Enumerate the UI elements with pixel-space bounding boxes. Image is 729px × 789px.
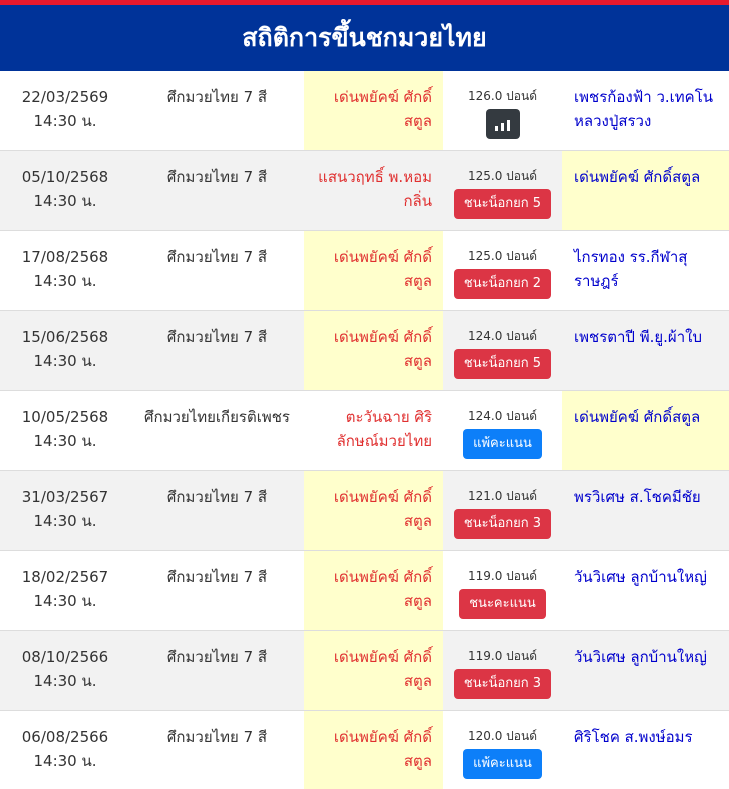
fight-date: 08/10/2566: [21, 648, 109, 666]
fight-time: 14:30 น.: [33, 192, 97, 210]
blue-corner-fighter[interactable]: วันวิเศษ ลูกบ้านใหญ่: [574, 568, 707, 586]
blue-corner-fighter[interactable]: เพชรก้องฟ้า ว.เทคโนหลวงปู่สรวง: [574, 88, 714, 130]
result-badge: ชนะน็อกยก 5: [454, 349, 551, 379]
weight-label: 125.0 ปอนด์: [468, 249, 537, 263]
fight-date: 06/08/2566: [21, 728, 109, 746]
fight-datetime: [0, 311, 130, 390]
fight-date: 05/10/2568: [21, 168, 109, 186]
event-name: ศึกมวยไทย 7 สี: [166, 168, 268, 186]
event-name: ศึกมวยไทย 7 สี: [166, 88, 268, 106]
fight-result-cell: [443, 551, 562, 630]
fight-date: 15/06/2568: [21, 328, 109, 346]
blue-corner-fighter[interactable]: วันวิเศษ ลูกบ้านใหญ่: [574, 648, 707, 666]
fight-time: 14:30 น.: [33, 752, 97, 770]
result-badge: ชนะคะแนน: [459, 589, 546, 619]
event-name: ศึกมวยไทย 7 สี: [166, 568, 268, 586]
fight-datetime: [0, 71, 130, 150]
red-corner-fighter[interactable]: เด่นพยัคฆ์ ศักดิ์สตูล: [304, 631, 443, 710]
fight-date: 10/05/2568: [21, 408, 109, 426]
fight-result-cell: [443, 231, 562, 310]
fight-result-cell: [443, 631, 562, 710]
fight-datetime: [0, 631, 130, 710]
weight-label: 119.0 ปอนด์: [468, 649, 537, 663]
fight-time: 14:30 น.: [33, 272, 97, 290]
red-corner-fighter[interactable]: เด่นพยัคฆ์ ศักดิ์สตูล: [304, 471, 443, 550]
fight-datetime: [0, 231, 130, 310]
fight-datetime: [0, 711, 130, 789]
weight-label: 124.0 ปอนด์: [468, 329, 537, 343]
event-name: ศึกมวยไทย 7 สี: [166, 328, 268, 346]
red-corner-fighter[interactable]: เด่นพยัคฆ์ ศักดิ์สตูล: [304, 711, 443, 789]
event-name: ศึกมวยไทย 7 สี: [166, 248, 268, 266]
blue-corner-fighter[interactable]: เด่นพยัคฆ์ ศักดิ์สตูล: [562, 151, 729, 230]
weight-label: 120.0 ปอนด์: [468, 729, 537, 743]
result-badge: ชนะน็อกยก 2: [454, 269, 551, 299]
fight-time: 14:30 น.: [33, 592, 97, 610]
fight-date: 31/03/2567: [21, 488, 109, 506]
fight-datetime: [0, 551, 130, 630]
event-name: ศึกมวยไทย 7 สี: [166, 488, 268, 506]
weight-label: 126.0 ปอนด์: [468, 89, 537, 103]
result-badge: แพ้คะแนน: [463, 749, 542, 779]
fight-result-cell: [443, 391, 562, 470]
fight-row: [0, 391, 729, 471]
blue-corner-fighter[interactable]: เพชรตาปี พี.ยู.ผ้าใบ: [574, 328, 702, 346]
result-badge: ชนะน็อกยก 3: [454, 509, 551, 539]
fight-datetime: [0, 391, 130, 470]
page-title: สถิติการขึ้นชกมวยไทย: [242, 23, 487, 52]
weight-label: 124.0 ปอนด์: [468, 409, 537, 423]
fight-result-cell: [443, 71, 562, 150]
stats-chart-icon[interactable]: [486, 109, 520, 139]
result-badge: แพ้คะแนน: [463, 429, 542, 459]
fight-row: [0, 471, 729, 551]
result-badge: ชนะน็อกยก 3: [454, 669, 551, 699]
fight-row: [0, 711, 729, 789]
blue-corner-fighter[interactable]: ศิริโชค ส.พงษ์อมร: [574, 728, 693, 746]
event-name: ศึกมวยไทย 7 สี: [166, 728, 268, 746]
fight-date: 18/02/2567: [21, 568, 109, 586]
fight-time: 14:30 น.: [33, 672, 97, 690]
fight-result-cell: [443, 311, 562, 390]
fight-date: 17/08/2568: [21, 248, 109, 266]
fight-result-cell: [443, 471, 562, 550]
fight-time: 14:30 น.: [33, 432, 97, 450]
fight-record-table: [0, 71, 729, 789]
fight-row: [0, 151, 729, 231]
result-badge: ชนะน็อกยก 5: [454, 189, 551, 219]
red-corner-fighter[interactable]: เด่นพยัคฆ์ ศักดิ์สตูล: [304, 231, 443, 310]
fight-row: [0, 631, 729, 711]
fight-datetime: [0, 151, 130, 230]
red-corner-fighter[interactable]: แสนวฤทธิ์ พ.หอมกลิ่น: [318, 168, 432, 210]
page-header: [0, 5, 729, 71]
red-corner-fighter[interactable]: เด่นพยัคฆ์ ศักดิ์สตูล: [304, 551, 443, 630]
fight-result-cell: [443, 151, 562, 230]
red-corner-fighter[interactable]: ตะวันฉาย ศิริลักษณ์มวยไทย: [336, 408, 432, 450]
fight-row: [0, 311, 729, 391]
fight-time: 14:30 น.: [33, 112, 97, 130]
fight-datetime: [0, 471, 130, 550]
fight-result-cell: [443, 711, 562, 789]
event-name: ศึกมวยไทยเกียรติเพชร: [144, 408, 290, 426]
event-name: ศึกมวยไทย 7 สี: [166, 648, 268, 666]
blue-corner-fighter[interactable]: เด่นพยัคฆ์ ศักดิ์สตูล: [562, 391, 729, 470]
fight-time: 14:30 น.: [33, 352, 97, 370]
blue-corner-fighter[interactable]: ไกรทอง รร.กีฬาสุราษฎร์: [574, 248, 688, 290]
weight-label: 119.0 ปอนด์: [468, 569, 537, 583]
weight-label: 125.0 ปอนด์: [468, 169, 537, 183]
red-corner-fighter[interactable]: เด่นพยัคฆ์ ศักดิ์สตูล: [304, 71, 443, 150]
fight-date: 22/03/2569: [21, 88, 109, 106]
blue-corner-fighter[interactable]: พรวิเศษ ส.โชคมีชัย: [574, 488, 701, 506]
fight-row: [0, 551, 729, 631]
red-corner-fighter[interactable]: เด่นพยัคฆ์ ศักดิ์สตูล: [304, 311, 443, 390]
fight-row: [0, 231, 729, 311]
weight-label: 121.0 ปอนด์: [468, 489, 537, 503]
fight-row: [0, 71, 729, 151]
fight-time: 14:30 น.: [33, 512, 97, 530]
